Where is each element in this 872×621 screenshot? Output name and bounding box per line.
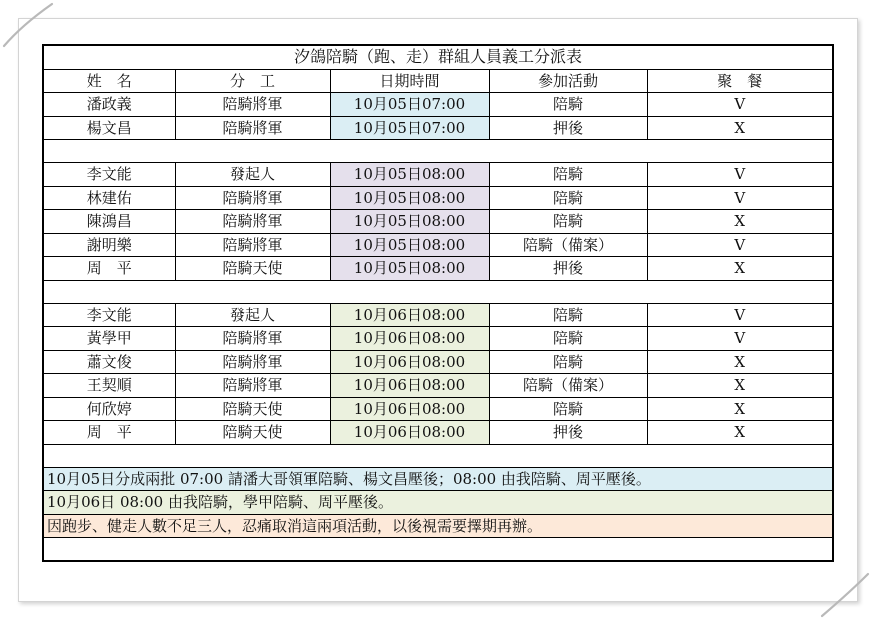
cell-role: 陪騎將軍 [175, 210, 330, 234]
cell-meal: X [647, 116, 833, 140]
cell-meal: V [647, 186, 833, 210]
cell-datetime: 10月05日07:00 [330, 93, 489, 117]
cell-datetime: 10月05日08:00 [330, 210, 489, 234]
table-row [43, 350, 833, 374]
cell-name: 謝明樂 [43, 233, 175, 257]
table-row [43, 397, 833, 421]
table-row [43, 421, 833, 445]
note-text: 因跑步、健走人數不足三人，忍痛取消這兩項活動，以後視需要擇期再辦。 [43, 514, 833, 538]
note-row [43, 467, 833, 491]
cell-meal: V [647, 303, 833, 327]
corner-stroke-top-left [2, 0, 62, 50]
note-row [43, 514, 833, 538]
cell-meal: X [647, 374, 833, 398]
cell-datetime: 10月06日08:00 [330, 374, 489, 398]
header-name: 姓 名 [43, 69, 175, 93]
cell-meal: X [647, 397, 833, 421]
cell-activity: 陪騎 [489, 210, 647, 234]
cell-datetime: 10月06日08:00 [330, 350, 489, 374]
cell-activity: 陪騎 [489, 397, 647, 421]
table-row [43, 327, 833, 351]
cell-name: 周 平 [43, 257, 175, 281]
cell-activity: 陪騎 [489, 327, 647, 351]
cell-role: 發起人 [175, 163, 330, 187]
cell-meal: V [647, 163, 833, 187]
cell-meal: X [647, 421, 833, 445]
cell-datetime: 10月05日08:00 [330, 186, 489, 210]
cell-activity: 陪騎 [489, 93, 647, 117]
cell-name: 黃學甲 [43, 327, 175, 351]
cell-activity: 押後 [489, 421, 647, 445]
cell-name: 楊文昌 [43, 116, 175, 140]
corner-stroke-bottom-right [818, 570, 872, 620]
footer-blank-row [43, 538, 833, 562]
cell-role: 陪騎天使 [175, 421, 330, 445]
spacer-row [43, 444, 833, 467]
cell-meal: V [647, 93, 833, 117]
table-row [43, 116, 833, 140]
cell-meal: V [647, 233, 833, 257]
cell-name: 李文能 [43, 303, 175, 327]
cell-meal: X [647, 257, 833, 281]
cell-activity: 陪騎 [489, 303, 647, 327]
spacer-row [43, 140, 833, 163]
note-text: 10月05日分成兩批 07:00 請潘大哥領軍陪騎、楊文昌壓後；08:00 由我陪騎、周平壓後。 [43, 467, 833, 491]
table-row [43, 303, 833, 327]
cell-datetime: 10月06日08:00 [330, 397, 489, 421]
cell-role: 陪騎將軍 [175, 327, 330, 351]
table-row [43, 163, 833, 187]
cell-datetime: 10月05日08:00 [330, 257, 489, 281]
cell-activity: 押後 [489, 116, 647, 140]
cell-role: 陪騎將軍 [175, 116, 330, 140]
table-row [43, 233, 833, 257]
cell-datetime: 10月05日08:00 [330, 233, 489, 257]
cell-meal: V [647, 327, 833, 351]
cell-role: 陪騎將軍 [175, 233, 330, 257]
cell-activity: 陪騎（備案） [489, 233, 647, 257]
cell-role: 陪騎天使 [175, 397, 330, 421]
cell-datetime: 10月05日08:00 [330, 163, 489, 187]
blank-cell [43, 444, 833, 467]
cell-name: 周 平 [43, 421, 175, 445]
cell-name: 陳鴻昌 [43, 210, 175, 234]
header-meal: 聚 餐 [647, 69, 833, 93]
cell-name: 李文能 [43, 163, 175, 187]
cell-name: 何欣婷 [43, 397, 175, 421]
header-row [43, 69, 833, 93]
table-row [43, 210, 833, 234]
cell-role: 發起人 [175, 303, 330, 327]
cell-role: 陪騎天使 [175, 257, 330, 281]
header-datetime: 日期時間 [330, 69, 489, 93]
cell-name: 蕭文俊 [43, 350, 175, 374]
cell-datetime: 10月05日07:00 [330, 116, 489, 140]
cell-role: 陪騎將軍 [175, 374, 330, 398]
cell-activity: 陪騎 [489, 350, 647, 374]
table-row [43, 257, 833, 281]
header-role: 分 工 [175, 69, 330, 93]
cell-name: 林建佑 [43, 186, 175, 210]
cell-role: 陪騎將軍 [175, 350, 330, 374]
cell-role: 陪騎將軍 [175, 186, 330, 210]
cell-meal: X [647, 350, 833, 374]
note-row [43, 491, 833, 515]
volunteer-schedule-table [42, 44, 834, 562]
note-text: 10月06日 08:00 由我陪騎，學甲陪騎、周平壓後。 [43, 491, 833, 515]
cell-role: 陪騎將軍 [175, 93, 330, 117]
title-row [43, 45, 833, 69]
blank-cell [43, 538, 833, 562]
cell-activity: 陪騎 [489, 163, 647, 187]
table-row [43, 93, 833, 117]
blank-cell [43, 140, 833, 163]
cell-name: 王契順 [43, 374, 175, 398]
cell-activity: 押後 [489, 257, 647, 281]
cell-name: 潘政義 [43, 93, 175, 117]
spacer-row [43, 280, 833, 303]
header-activity: 參加活動 [489, 69, 647, 93]
sheet-title: 汐鴿陪騎（跑、走）群組人員義工分派表 [43, 45, 833, 69]
cell-datetime: 10月06日08:00 [330, 303, 489, 327]
table-row [43, 186, 833, 210]
blank-cell [43, 280, 833, 303]
cell-meal: X [647, 210, 833, 234]
cell-activity: 陪騎 [489, 186, 647, 210]
table-row [43, 374, 833, 398]
cell-datetime: 10月06日08:00 [330, 327, 489, 351]
cell-datetime: 10月06日08:00 [330, 421, 489, 445]
cell-activity: 陪騎（備案） [489, 374, 647, 398]
